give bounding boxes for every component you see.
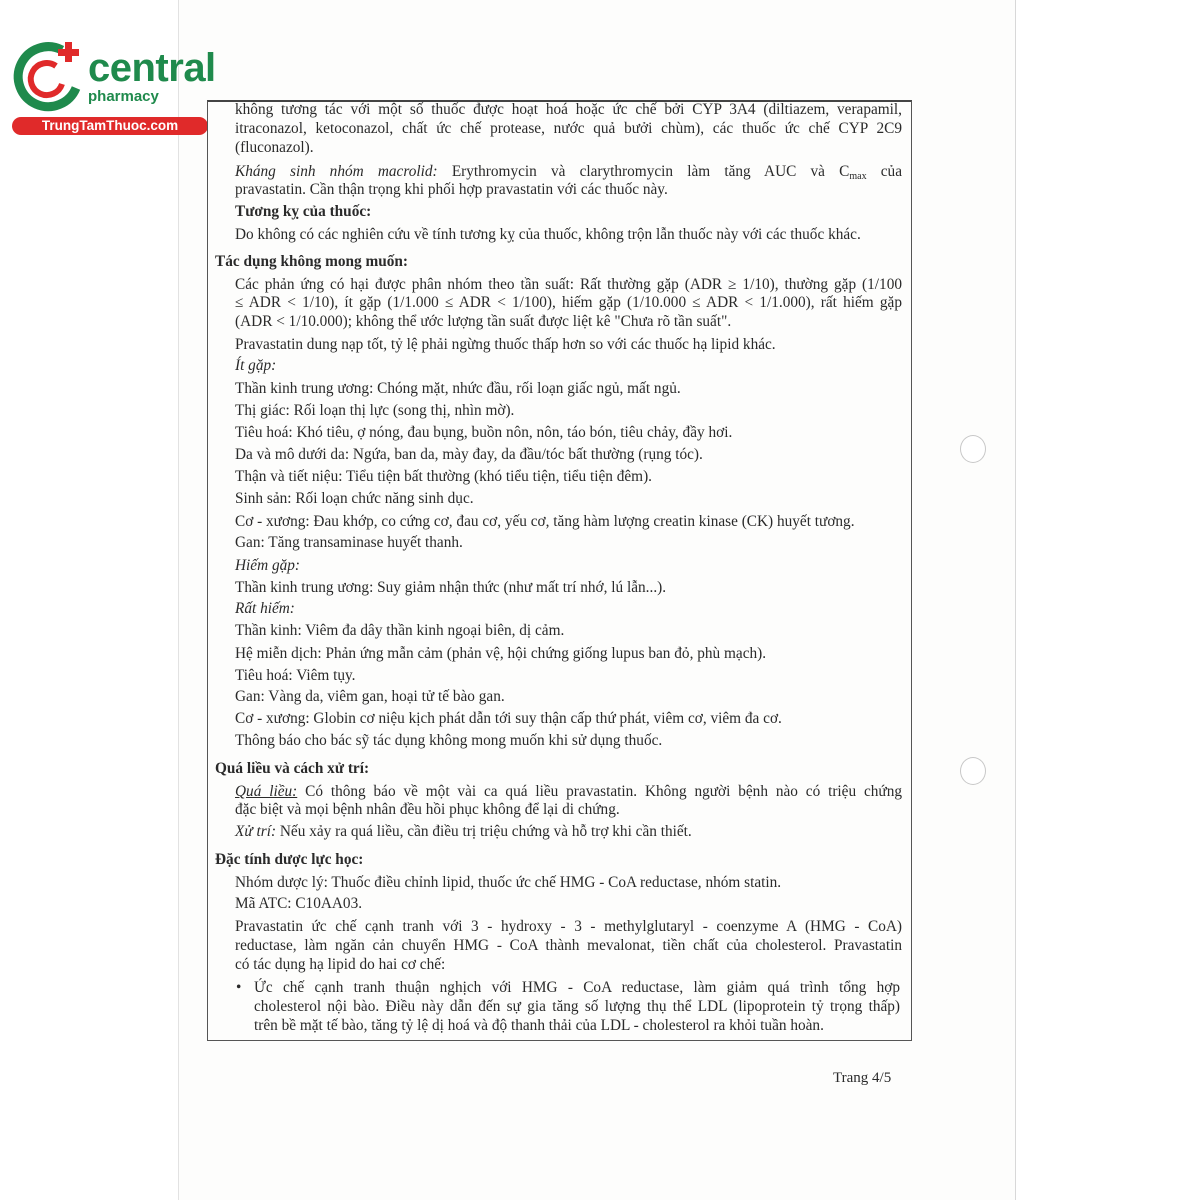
logo-brand: central	[88, 46, 216, 90]
text-line	[235, 822, 692, 842]
list-item: Thần kinh trung ương: Chóng mặt, nhức đầu, rối loạn giấc ngủ, mất ngủ.	[235, 380, 681, 397]
treatment-label: Xử trí:	[235, 823, 277, 840]
list-item: Tiêu hoá: Viêm tụy.	[235, 667, 356, 684]
overdose-text: Có thông báo về một vài ca quá liều pravastatin. Không người bệnh nào có triệu chứng	[297, 783, 903, 800]
text-line: không tương tác với một số thuốc được hoạt hoá hoặc ức chế bởi CYP 3A4 (diltiazem, verapamil,	[235, 101, 902, 118]
section-heading: Quá liều và cách xử trí:	[215, 760, 370, 777]
page-number: Trang 4/5	[833, 1070, 892, 1086]
text-line: Mã ATC: C10AA03.	[235, 895, 363, 912]
text-line: cholesterol nội bào. Điều này dẫn đến sự gia tăng số lượng thụ thể LDL (lipoprotein tỷ trọng thấp)	[254, 998, 900, 1015]
list-item: Gan: Vàng da, viêm gan, hoại tử tế bào gan.	[235, 688, 505, 705]
list-item: Cơ - xương: Globin cơ niệu kịch phát dẫn tới suy thận cấp thứ phát, viêm cơ, viêm đa cơ.	[235, 710, 782, 727]
frequency-label: Rất hiếm:	[235, 600, 295, 617]
overdose-label: Quá liều:	[235, 783, 298, 800]
list-item: Thần kinh: Viêm đa dây thần kinh ngoại biên, dị cảm.	[235, 622, 565, 639]
text-line: (ADR < 1/10.000); không thể ước lượng tần suất được liệt kê "Chưa rõ tần suất".	[235, 313, 732, 330]
text-line: pravastatin. Cần thận trọng khi phối hợp pravastatin với các thuốc này.	[235, 181, 668, 198]
macrolid-end: của	[866, 163, 902, 180]
text-line: ≤ ADR < 1/10), ít gặp (1/1.000 ≤ ADR < 1/100), hiếm gặp (1/10.000 ≤ ADR < 1/1.000), rất hiếm gặp	[235, 294, 902, 311]
list-item: Gan: Tăng transaminase huyết thanh.	[235, 534, 463, 551]
incompatibility-heading: Tương kỵ của thuốc:	[235, 203, 372, 220]
text-line: Nhóm dược lý: Thuốc điều chỉnh lipid, thuốc ức chế HMG - CoA reductase, nhóm statin.	[235, 874, 782, 891]
section-heading: Tác dụng không mong muốn:	[215, 253, 408, 270]
text-line	[235, 782, 902, 802]
macrolid-label: Kháng sinh nhóm macrolid:	[235, 163, 438, 180]
list-item: Sinh sản: Rối loạn chức năng sinh dục.	[235, 490, 474, 507]
text-line: (fluconazol).	[235, 139, 314, 156]
macrolid-text: Erythromycin và clarythromycin làm tăng AUC và C	[437, 163, 850, 180]
list-item: Cơ - xương: Đau khớp, co cứng cơ, đau cơ, yếu cơ, tăng hàm lượng creatin kinase (CK) huyết tương.	[235, 513, 855, 530]
list-item: Da và mô dưới da: Ngứa, ban da, mày đay, da đầu/tóc bất thường (rụng tóc).	[235, 446, 703, 463]
list-item: Tiêu hoá: Khó tiêu, ợ nóng, đau bụng, buồn nôn, nôn, táo bón, tiêu chảy, đầy hơi.	[235, 424, 733, 441]
central-pharmacy-logo	[10, 38, 215, 138]
list-item: Thận và tiết niệu: Tiểu tiện bất thường (khó tiểu tiện, tiểu tiện đêm).	[235, 468, 652, 485]
logo-url: TrungTamThuoc.com	[12, 117, 208, 135]
text-line: có tác dụng hạ lipid do hai cơ chế:	[235, 956, 446, 973]
list-item: Thị giác: Rối loạn thị lực (song thị, nhìn mờ).	[235, 402, 515, 419]
punch-hole	[960, 757, 986, 785]
frequency-label: Ít gặp:	[235, 357, 277, 374]
bullet: •	[236, 979, 242, 996]
list-item: Hệ miễn dịch: Phản ứng mẫn cảm (phản vệ, hội chứng giống lupus ban đỏ, phù mạch).	[235, 645, 767, 662]
text-line: itraconazol, ketoconazol, chất ức chế protease, nước quả bưởi chùm), các thuốc ức chế CYP 2C9	[235, 120, 902, 137]
frequency-label: Hiếm gặp:	[235, 557, 300, 574]
text-line: trên bề mặt tế bào, tăng tỷ lệ dị hoá và độ thanh thải của LDL - cholesterol ra khỏi tuần hoàn.	[254, 1017, 824, 1034]
text-line: Do không có các nghiên cứu về tính tương kỵ của thuốc, không trộn lẫn thuốc này với các thuốc khác.	[235, 226, 861, 243]
cmax-subscript: max	[849, 171, 867, 182]
section-heading: Đặc tính dược lực học:	[215, 851, 364, 868]
text-line: Pravastatin ức chế cạnh tranh với 3 - hydroxy - 3 - methylglutaryl - coenzyme A (HMG - CoA)	[235, 918, 902, 935]
text-line: đặc biệt và mọi bệnh nhân đều hồi phục không để lại di chứng.	[235, 801, 620, 818]
text-line: Thông báo cho bác sỹ tác dụng không mong muốn khi sử dụng thuốc.	[235, 732, 663, 749]
text-line: reductase, làm ngăn cản chuyển HMG - CoA thành mevalonat, tiền chất của cholesterol. Pravastatin	[235, 937, 902, 954]
punch-hole	[960, 435, 986, 463]
logo-mark-icon	[10, 38, 88, 116]
logo-subtitle: pharmacy	[88, 88, 159, 105]
text-line: Các phản ứng có hại được phân nhóm theo tần suất: Rất thường gặp (ADR ≥ 1/10), thường gặp (1/100	[235, 276, 902, 293]
text-line: Ức chế cạnh tranh thuận nghịch với HMG - CoA reductase, làm giảm quá trình tổng hợp	[254, 979, 900, 996]
treatment-text: Nếu xảy ra quá liều, cần điều trị triệu chứng và hỗ trợ khi cần thiết.	[276, 823, 692, 840]
list-item: Thần kinh trung ương: Suy giảm nhận thức (như mất trí nhớ, lú lẫn...).	[235, 579, 667, 596]
text-line: Pravastatin dung nạp tốt, tỷ lệ phải ngừng thuốc thấp hơn so với các thuốc hạ lipid khác.	[235, 336, 776, 353]
